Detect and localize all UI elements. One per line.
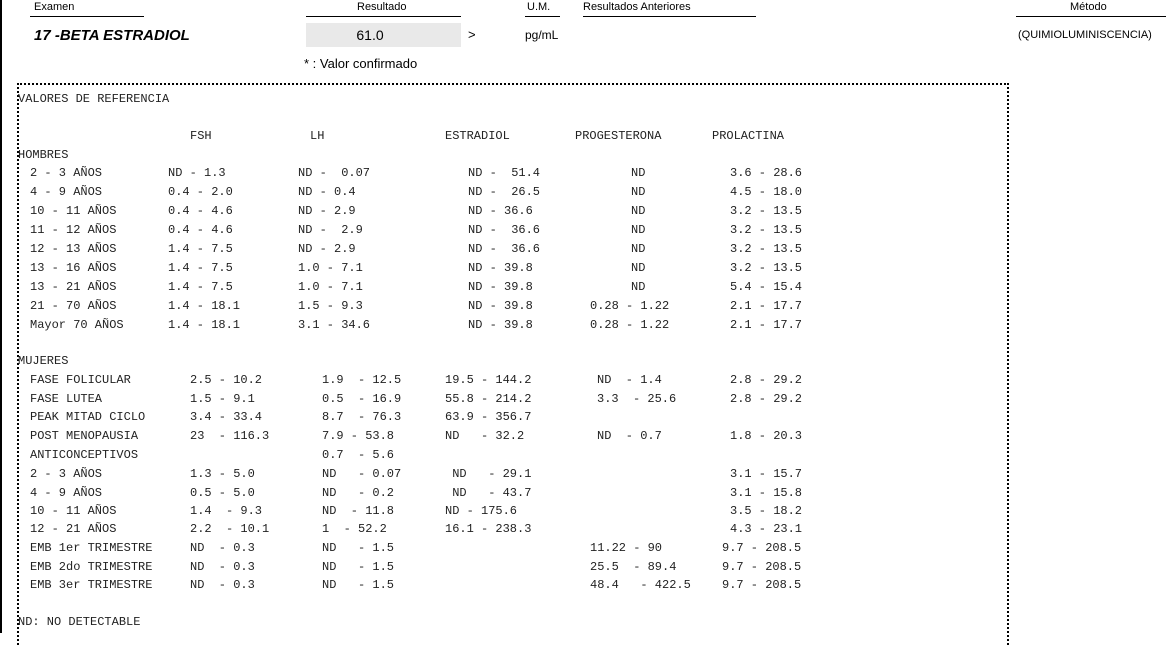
test-name: 17 -BETA ESTRADIOL <box>34 27 190 44</box>
row-label: POST MENOPAUSIA <box>30 429 139 443</box>
table-cell: ND - 1.5 <box>322 541 395 555</box>
row-label: PEAK MITAD CICLO <box>30 410 146 424</box>
row-label: FASE FOLICULAR <box>30 373 131 387</box>
table-cell: ND - 175.6 <box>445 504 518 518</box>
table-cell: 3.1 - 15.8 <box>730 486 803 500</box>
result-unit: pg/mL <box>525 28 559 42</box>
table-cell: ND - 0.07 <box>298 166 371 180</box>
table-cell: 16.1 - 238.3 <box>445 522 532 536</box>
header-rule-um <box>525 16 560 17</box>
table-cell: 48.4 - 422.5 <box>590 578 691 592</box>
table-cell: 1.5 - 9.3 <box>298 299 363 313</box>
result-value: 61.0 <box>356 27 384 43</box>
table-cell: 3.2 - 13.5 <box>730 223 803 237</box>
column-header: LH <box>310 129 325 143</box>
table-cell: 3.1 - 15.7 <box>730 467 803 481</box>
table-cell: ND - 43.7 <box>445 486 532 500</box>
table-cell: 55.8 - 214.2 <box>445 392 532 406</box>
table-cell: 3.2 - 13.5 <box>730 204 803 218</box>
table-cell: 63.9 - 356.7 <box>445 410 532 424</box>
row-label: 2 - 3 AÑOS <box>30 166 103 180</box>
header-rule-resultado <box>306 16 461 17</box>
table-cell: 5.4 - 15.4 <box>730 280 803 294</box>
table-cell: 1.8 - 20.3 <box>730 429 803 443</box>
table-cell: 9.7 - 208.5 <box>722 560 802 574</box>
table-cell: ND - 39.8 <box>468 280 533 294</box>
table-cell: ND - 32.2 <box>445 429 525 443</box>
table-cell: ND - 26.5 <box>468 185 541 199</box>
table-cell: 1.4 - 7.5 <box>168 242 233 256</box>
table-cell: ND <box>631 242 646 256</box>
table-cell: ND - 39.8 <box>468 318 533 332</box>
table-cell: ND <box>631 166 646 180</box>
table-cell: ND - 0.7 <box>597 429 662 443</box>
table-cell: 2.8 - 29.2 <box>730 392 803 406</box>
header-rule-metodo <box>1016 16 1166 17</box>
table-cell: 1.4 - 18.1 <box>168 299 241 313</box>
table-cell: ND <box>631 223 646 237</box>
table-cell: 1.0 - 7.1 <box>298 261 363 275</box>
table-cell: ND - 1.4 <box>597 373 662 387</box>
table-cell: 3.1 - 34.6 <box>298 318 371 332</box>
row-label: 10 - 11 AÑOS <box>30 204 117 218</box>
table-cell: 4.3 - 23.1 <box>730 522 803 536</box>
row-label: FASE LUTEA <box>30 392 103 406</box>
page-left-border <box>0 0 2 633</box>
row-label: 12 - 13 AÑOS <box>30 242 117 256</box>
table-cell: ND - 1.5 <box>322 560 395 574</box>
table-cell: 0.28 - 1.22 <box>590 318 670 332</box>
table-cell: 4.5 - 18.0 <box>730 185 803 199</box>
table-cell: ND - 2.9 <box>298 242 356 256</box>
row-label: EMB 1er TRIMESTRE <box>30 541 153 555</box>
table-cell: ND - 1.5 <box>322 578 395 592</box>
table-cell: 9.7 - 208.5 <box>722 578 802 592</box>
row-label: 4 - 9 AÑOS <box>30 486 103 500</box>
table-cell: ND - 36.6 <box>468 223 541 237</box>
reference-title: VALORES DE REFERENCIA <box>18 92 170 106</box>
table-cell: ND - 2.9 <box>298 204 356 218</box>
table-cell: ND - 2.9 <box>298 223 363 237</box>
header-um: U.M. <box>527 1 551 13</box>
table-cell: 2.1 - 17.7 <box>730 318 803 332</box>
header-rule-examen <box>30 16 144 17</box>
table-cell: 9.7 - 208.5 <box>722 541 802 555</box>
table-cell: 3.3 - 25.6 <box>597 392 677 406</box>
table-cell: ND - 0.3 <box>190 560 255 574</box>
row-label: 4 - 9 AÑOS <box>30 185 103 199</box>
table-cell: ND - 0.07 <box>322 467 402 481</box>
table-cell: ND - 0.3 <box>190 578 255 592</box>
table-cell: 1.0 - 7.1 <box>298 280 363 294</box>
table-cell: 8.7 - 76.3 <box>322 410 402 424</box>
table-cell: ND - 39.8 <box>468 299 533 313</box>
table-cell: 2.2 - 10.1 <box>190 522 270 536</box>
table-cell: 3.4 - 33.4 <box>190 410 263 424</box>
table-cell: ND - 36.6 <box>468 204 533 218</box>
table-cell: ND - 1.3 <box>168 166 226 180</box>
row-label: ANTICONCEPTIVOS <box>30 448 139 462</box>
table-cell: ND <box>631 261 646 275</box>
header-examen: Examen <box>34 1 75 13</box>
table-cell: 0.5 - 16.9 <box>322 392 402 406</box>
row-label: 11 - 12 AÑOS <box>30 223 117 237</box>
row-label: 21 - 70 AÑOS <box>30 299 117 313</box>
row-label: Mayor 70 AÑOS <box>30 318 124 332</box>
table-cell: 3.2 - 13.5 <box>730 261 803 275</box>
table-cell: 2.8 - 29.2 <box>730 373 803 387</box>
row-label: 10 - 11 AÑOS <box>30 504 117 518</box>
table-cell: 1.4 - 7.5 <box>168 261 233 275</box>
column-header: PROGESTERONA <box>575 129 662 143</box>
table-cell: 0.7 - 5.6 <box>322 448 395 462</box>
table-cell: 1.4 - 9.3 <box>190 504 263 518</box>
table-cell: 2.1 - 17.7 <box>730 299 803 313</box>
table-cell: ND - 36.6 <box>468 242 541 256</box>
confirmation-note: * : Valor confirmado <box>304 56 418 71</box>
table-cell: ND <box>631 280 646 294</box>
table-cell: ND - 0.2 <box>322 486 395 500</box>
column-header: PROLACTINA <box>712 129 785 143</box>
table-cell: 2.5 - 10.2 <box>190 373 263 387</box>
section-label-mujeres: MUJERES <box>18 354 69 368</box>
header-resultados-anteriores: Resultados Anteriores <box>583 1 691 13</box>
table-cell: 7.9 - 53.8 <box>322 429 395 443</box>
table-header <box>0 0 1176 16</box>
row-label: EMB 3er TRIMESTRE <box>30 578 153 592</box>
table-cell: 11.22 - 90 <box>590 541 663 555</box>
table-cell: ND - 0.3 <box>190 541 255 555</box>
table-cell: ND - 51.4 <box>468 166 541 180</box>
table-cell: 25.5 - 89.4 <box>590 560 677 574</box>
table-cell: 0.28 - 1.22 <box>590 299 670 313</box>
table-cell: ND - 29.1 <box>445 467 532 481</box>
table-cell: 0.4 - 4.6 <box>168 223 233 237</box>
table-cell: ND - 11.8 <box>322 504 395 518</box>
table-cell: 0.5 - 5.0 <box>190 486 255 500</box>
result-value-box <box>306 23 461 47</box>
row-label: 13 - 21 AÑOS <box>30 280 117 294</box>
table-cell: ND - 0.4 <box>298 185 356 199</box>
section-label-hombres: HOMBRES <box>18 148 69 162</box>
table-cell: 1 - 52.2 <box>322 522 387 536</box>
table-cell: ND <box>631 185 646 199</box>
footnote: ND: NO DETECTABLE <box>18 615 141 629</box>
table-cell: 1.4 - 18.1 <box>168 318 241 332</box>
table-cell: 0.4 - 2.0 <box>168 185 233 199</box>
table-cell: 1.4 - 7.5 <box>168 280 233 294</box>
header-resultado: Resultado <box>357 1 407 13</box>
row-label: 12 - 21 AÑOS <box>30 522 117 536</box>
result-method: (QUIMIOLUMINISCENCIA) <box>1018 29 1152 41</box>
table-cell: ND - 39.8 <box>468 261 533 275</box>
table-cell: 1.5 - 9.1 <box>190 392 255 406</box>
table-cell: 1.9 - 12.5 <box>322 373 402 387</box>
table-cell: ND <box>631 204 646 218</box>
table-cell: 3.5 - 18.2 <box>730 504 803 518</box>
table-cell: 3.6 - 28.6 <box>730 166 803 180</box>
table-cell: 1.3 - 5.0 <box>190 467 255 481</box>
table-cell: 19.5 - 144.2 <box>445 373 532 387</box>
row-label: 2 - 3 AÑOS <box>30 467 103 481</box>
column-header: FSH <box>190 129 212 143</box>
table-cell: 23 - 116.3 <box>190 429 270 443</box>
header-rule-anteriores <box>583 16 756 17</box>
table-cell: 3.2 - 13.5 <box>730 242 803 256</box>
result-flag: > <box>468 27 476 42</box>
table-cell: 0.4 - 4.6 <box>168 204 233 218</box>
header-metodo: Método <box>1070 1 1107 13</box>
row-label: EMB 2do TRIMESTRE <box>30 560 153 574</box>
row-label: 13 - 16 AÑOS <box>30 261 117 275</box>
column-header: ESTRADIOL <box>445 129 510 143</box>
